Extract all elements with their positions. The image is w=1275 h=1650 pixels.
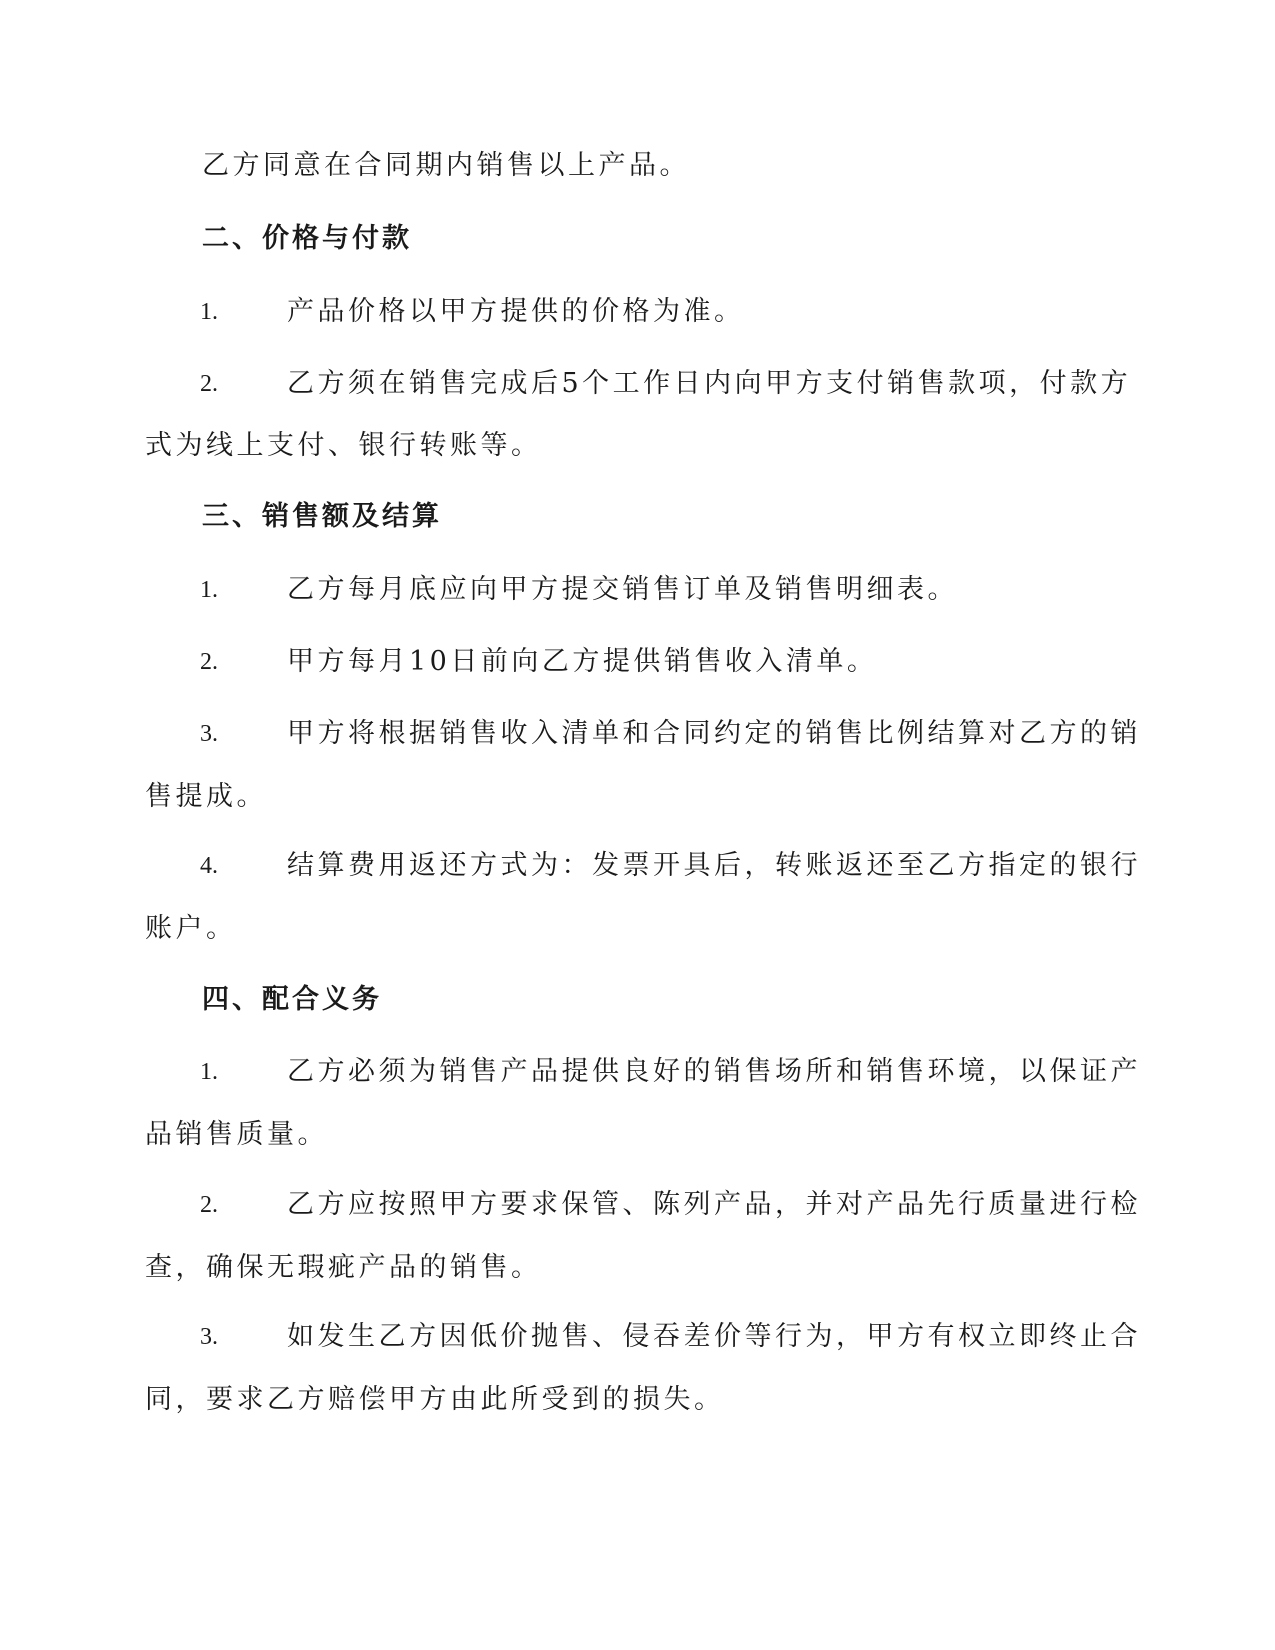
s4-item-2-text: 乙方应按照甲方要求保管、陈列产品，并对产品先行质量进行检 <box>287 1189 1141 1220</box>
s2-item-2-text-continued: 式为线上支付、银行转账等。 <box>145 430 542 461</box>
s2-item-1-number: 1. <box>200 299 218 325</box>
section-3-heading: 三、销售额及结算 <box>202 501 442 532</box>
s3-item-1-text: 乙方每月底应向甲方提交销售订单及销售明细表。 <box>287 574 958 605</box>
s4-item-3-number: 3. <box>200 1324 218 1350</box>
s2-item-1-text: 产品价格以甲方提供的价格为准。 <box>287 296 745 327</box>
s3-item-3-text: 甲方将根据销售收入清单和合同约定的销售比例结算对乙方的销 <box>287 718 1141 749</box>
s4-item-1-text-continued: 品销售质量。 <box>145 1119 328 1150</box>
s4-item-2-number: 2. <box>200 1192 218 1218</box>
s3-item-2-number: 2. <box>200 649 218 675</box>
s4-item-2-text-continued: 查，确保无瑕疵产品的销售。 <box>145 1252 542 1283</box>
s2-item-2-number: 2. <box>200 371 218 397</box>
s3-item-3-number: 3. <box>200 721 218 747</box>
s4-item-3-text-continued: 同，要求乙方赔偿甲方由此所受到的损失。 <box>145 1384 725 1415</box>
s4-item-1-text: 乙方必须为销售产品提供良好的销售场所和销售环境，以保证产 <box>287 1056 1141 1087</box>
s3-item-4-text: 结算费用返还方式为：发票开具后，转账返还至乙方指定的银行 <box>287 850 1141 881</box>
s4-item-3-text: 如发生乙方因低价抛售、侵吞差价等行为，甲方有权立即终止合 <box>287 1321 1141 1352</box>
s3-item-3-text-continued: 售提成。 <box>145 781 267 812</box>
s2-item-2-text: 乙方须在销售完成后5个工作日内向甲方支付销售款项，付款方 <box>287 368 1132 399</box>
s3-item-4-number: 4. <box>200 853 218 879</box>
s3-item-1-number: 1. <box>200 577 218 603</box>
section-4-heading: 四、配合义务 <box>202 984 382 1015</box>
intro-paragraph: 乙方同意在合同期内销售以上产品。 <box>202 150 690 181</box>
s4-item-1-number: 1. <box>200 1059 218 1085</box>
s3-item-4-text-continued: 账户。 <box>145 913 237 944</box>
section-2-heading: 二、价格与付款 <box>202 223 412 254</box>
s3-item-2-text: 甲方每月10日前向乙方提供销售收入清单。 <box>287 646 878 677</box>
